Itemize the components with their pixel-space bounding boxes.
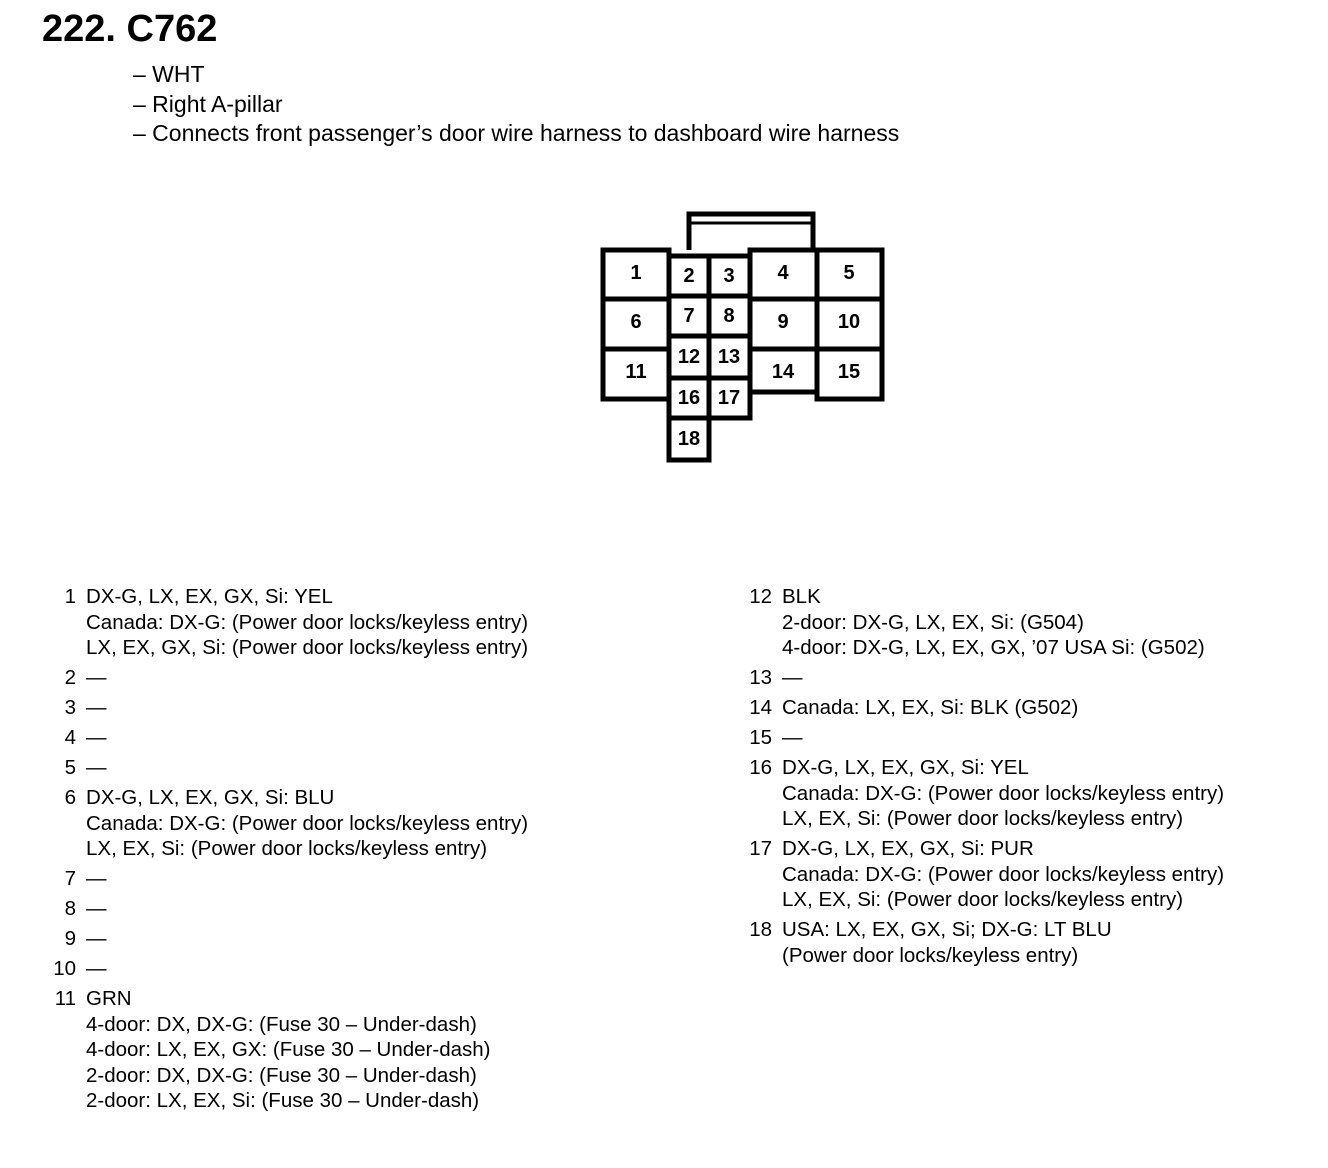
pin-label-14: 14 [771,361,795,383]
pin-wire-info: USA: LX, EX, GX, Si; DX-G: LT BLU [782,918,1112,941]
description-connects: – Connects front passenger’s door wire harness to dashboard wire harness [133,120,900,146]
pin-wire-info: DX-G, LX, EX, GX, Si: YEL [782,756,1029,779]
pin-detail-line: Canada: DX-G: (Power door locks/keyless entry) [782,862,1225,886]
pin-label-5: 5 [843,262,855,284]
pin-number: 5 [64,756,76,779]
pin-entry [40,986,640,1114]
pin-wire-info: DX-G, LX, EX, GX, Si: BLU [86,786,335,809]
pin-detail-line: Canada: DX-G: (Power door locks/keyless entry) [782,781,1225,805]
pin-number: 15 [749,726,772,749]
pin-number: 7 [64,867,76,890]
pin-entry [40,665,640,691]
pin-number: 14 [749,696,772,719]
connector-id: C762 [126,8,218,50]
pin-detail-line: Canada: DX-G: (Power door locks/keyless entry) [86,610,529,634]
pin-wire-info: DX-G, LX, EX, GX, Si: YEL [86,585,333,608]
pin-wire-info: — [86,957,107,980]
pin-wire-info: DX-G, LX, EX, GX, Si: PUR [782,837,1034,860]
pin-entry [40,926,640,952]
pin-label-11: 11 [625,361,647,383]
pin-label-2: 2 [683,265,695,287]
pin-wire-info: — [782,666,803,689]
pin-wire-info: — [86,867,107,890]
pin-entry [736,584,1326,661]
pin-label-18: 18 [677,428,701,450]
connector-latch [689,214,813,250]
pin-number: 11 [54,987,76,1010]
pin-wire-info: GRN [86,987,132,1010]
description-location: – Right A-pillar [133,90,283,117]
pin-entry [40,584,640,661]
description-color: – WHT [133,61,205,87]
pin-entry [40,695,640,721]
pin-detail-line: 4-door: DX, DX-G: (Fuse 30 – Under-dash) [86,1012,477,1036]
pin-label-17: 17 [717,387,741,409]
pin-detail-line: Canada: DX-G: (Power door locks/keyless entry) [86,811,529,835]
pin-wire-info: — [86,756,107,779]
pin-number: 9 [64,927,76,950]
pin-entry [40,755,640,781]
pin-label-13: 13 [717,346,741,368]
pin-entry [736,917,1326,968]
pin-entry [736,836,1326,913]
diagram-number: 222. [42,8,116,50]
pin-wire-info: — [782,726,803,749]
pin-detail-line: 4-door: LX, EX, GX: (Fuse 30 – Under-dash) [86,1038,491,1061]
pin-detail-line: LX, EX, Si: (Power door locks/keyless entry) [782,807,1184,830]
pin-label-15: 15 [837,361,861,383]
pin-label-4: 4 [777,262,789,284]
pin-detail-line: LX, EX, GX, Si: (Power door locks/keyless entry) [86,636,529,659]
pin-entry [736,725,1326,751]
pin-number: 4 [64,726,76,749]
pin-detail-line: 2-door: DX-G, LX, EX, Si: (G504) [782,610,1084,634]
pin-entry [736,665,1326,691]
pin-label-8: 8 [723,305,735,327]
pin-entry [40,956,640,982]
pin-detail-line: LX, EX, Si: (Power door locks/keyless entry) [782,888,1184,911]
pin-list-left [40,584,640,1118]
pin-detail-line: (Power door locks/keyless entry) [782,943,1079,967]
pin-wire-info: — [86,726,107,749]
pin-label-10: 10 [837,311,861,333]
pin-detail-line: 4-door: DX-G, LX, EX, GX, ’07 USA Si: (G502) [782,636,1205,659]
pin-label-1: 1 [630,262,642,284]
pin-label-7: 7 [683,305,695,327]
pin-number: 6 [64,786,76,809]
pin-number: 13 [749,666,772,689]
pin-detail-line: 2-door: DX, DX-G: (Fuse 30 – Under-dash) [86,1063,477,1087]
pin-list-right [736,584,1326,973]
pin-number: 16 [749,756,772,779]
pin-number: 17 [749,837,772,860]
pin-label-12: 12 [677,346,701,368]
pin-wire-info: Canada: LX, EX, Si: BLK (G502) [782,696,1079,719]
pin-number: 12 [749,585,772,608]
pin-label-9: 9 [777,311,789,333]
pin-label-16: 16 [677,387,701,409]
pin-number: 3 [64,696,76,719]
pin-wire-info: BLK [782,585,821,608]
pin-number: 1 [64,585,76,608]
pin-label-3: 3 [723,265,735,287]
pin-number: 10 [53,957,76,980]
pin-number: 18 [749,918,772,941]
pin-detail-line: 2-door: LX, EX, Si: (Fuse 30 – Under-dash) [86,1089,480,1112]
pin-entry [736,755,1326,832]
pin-detail-line: LX, EX, Si: (Power door locks/keyless entry) [86,837,488,860]
pin-entry [40,866,640,892]
pin-entry [40,785,640,862]
connector-face-diagram [0,0,1328,520]
pin-entry [40,896,640,922]
pin-wire-info: — [86,897,107,920]
pin-entry [40,725,640,751]
pin-wire-info: — [86,696,107,719]
pin-wire-info: — [86,927,107,950]
pin-wire-info: — [86,666,107,689]
pin-label-6: 6 [630,311,642,333]
pin-number: 8 [64,897,76,920]
pin-entry [736,695,1326,721]
pin-number: 2 [64,666,76,689]
